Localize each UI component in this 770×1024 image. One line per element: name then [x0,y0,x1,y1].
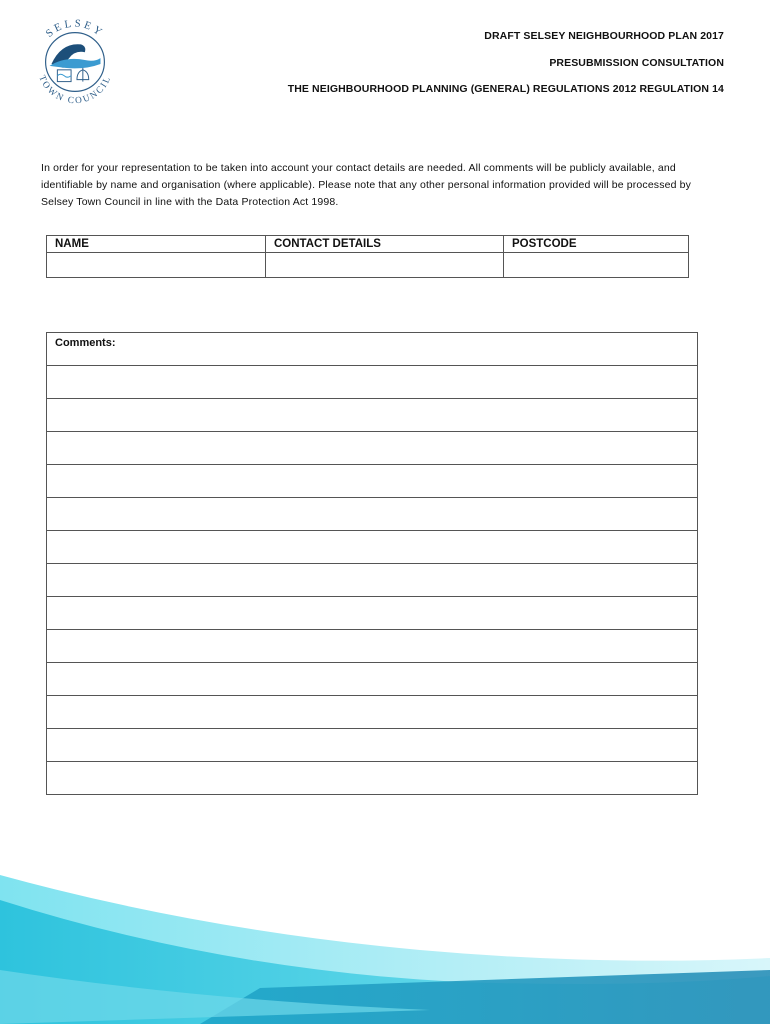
comment-line[interactable] [47,597,698,630]
comment-line[interactable] [47,399,698,432]
name-field[interactable] [47,253,266,278]
comment-line[interactable] [47,465,698,498]
comment-line[interactable] [47,729,698,762]
logo-top-text: SELSEY [43,17,107,40]
comment-line[interactable] [47,498,698,531]
document-header [288,30,724,96]
comment-line[interactable] [47,432,698,465]
svg-text:TOWN COUNCIL [36,74,113,106]
comment-line[interactable] [47,366,698,399]
selsey-town-council-logo [26,13,124,111]
comment-line[interactable] [47,531,698,564]
comment-line[interactable] [47,630,698,663]
contact-details-table [46,235,689,278]
comment-line[interactable] [47,663,698,696]
comment-line[interactable] [47,696,698,729]
postcode-header: POSTCODE [504,236,689,253]
intro-paragraph: In order for your representation to be taken into account your contact details are needed. All comments will be publicly available, and identifiable by name and organisation (where applicable). Please note that any other personal information provided will be processed by Selsey Town Council in line with the Data Protection Act 1998. [41,162,692,208]
logo-bottom-text: TOWN COUNCIL [36,74,114,107]
contact-details-header: CONTACT DETAILS [266,236,504,253]
header-regulation: THE NEIGHBOURHOOD PLANNING (GENERAL) REGULATIONS 2012 REGULATION 14 [287,83,724,95]
svg-text:SELSEY [44,17,107,39]
comment-line[interactable] [47,762,698,795]
comments-label: Comments: [47,333,698,366]
postcode-field[interactable] [504,253,689,278]
comments-table [46,332,698,795]
comment-line[interactable] [47,564,698,597]
header-title: DRAFT SELSEY NEIGHBOURHOOD PLAN 2017 [484,30,724,42]
header-subtitle: PRESUBMISSION CONSULTATION [549,57,724,69]
footer-wave-decoration [0,860,770,1024]
contact-details-field[interactable] [266,253,504,278]
name-header: NAME [47,236,266,253]
